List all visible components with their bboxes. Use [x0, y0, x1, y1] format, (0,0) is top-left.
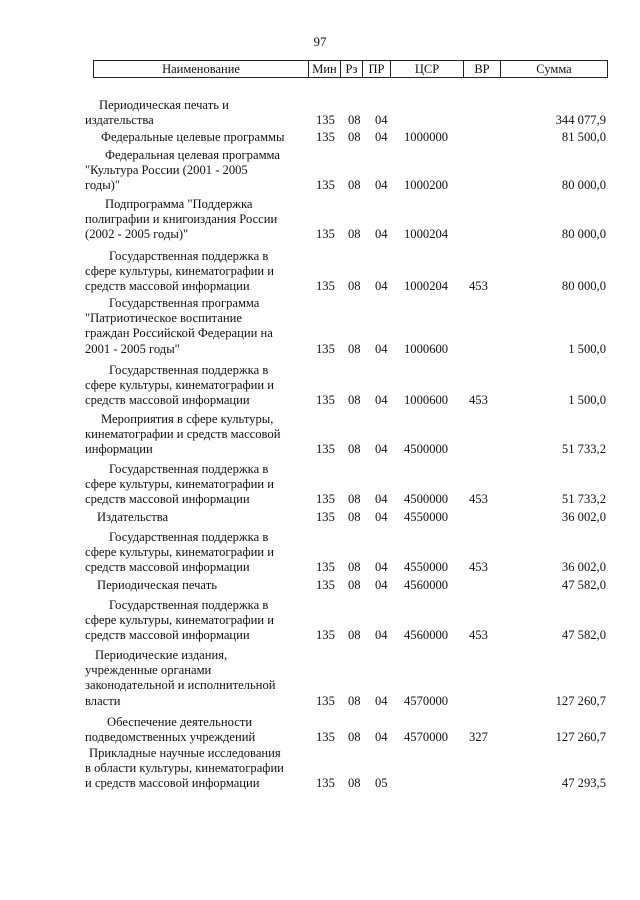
row-name-line: Государственная поддержка в	[109, 462, 269, 476]
row-csr: 1000000	[404, 130, 449, 144]
row-vr: 327	[469, 730, 488, 745]
row-pr: 04	[375, 341, 388, 356]
row-sum: 51 733,2	[561, 492, 606, 507]
row-name-line: Федеральные целевые программы	[101, 130, 285, 144]
row-sum: 36 002,0	[561, 560, 606, 575]
row-csr: 4570000	[404, 730, 449, 745]
row-min: 135	[316, 130, 335, 144]
row-rz: 08	[348, 510, 361, 524]
row-name-line: сфере культуры, кинематографии и	[85, 264, 274, 279]
row-min: 135	[316, 578, 335, 592]
header-name: Наименование	[94, 61, 309, 77]
row-name-line: Государственная программа	[109, 296, 260, 310]
row-pr: 04	[375, 628, 388, 643]
row-name-line: граждан Российской Федерации на	[85, 326, 273, 341]
header-pr: ПР	[363, 61, 391, 77]
row-name-line: кинематографии и средств массовой	[85, 427, 281, 442]
row-rz: 08	[348, 178, 361, 193]
row-csr: 4560000	[404, 628, 449, 643]
row-name-line: власти	[85, 693, 121, 708]
row-name-line: (2002 - 2005 годы)"	[85, 227, 189, 242]
row-sum: 1 500,0	[568, 393, 606, 408]
header-min: Мин	[309, 61, 341, 77]
row-sum: 344 077,9	[555, 113, 606, 128]
row-name-line: Обеспечение деятельности	[107, 715, 253, 729]
row-sum: 80 000,0	[561, 227, 606, 242]
row-name-line: средств массовой информации	[85, 560, 250, 575]
row-rz: 08	[348, 578, 361, 592]
row-csr: 1000600	[404, 393, 449, 408]
row-name-line: Государственная поддержка в	[109, 598, 269, 612]
row-name-line: информации	[85, 442, 153, 457]
row-pr: 04	[375, 730, 388, 745]
row-vr: 453	[469, 560, 488, 575]
header-rz: Рз	[341, 61, 363, 77]
row-name-line: Федеральная целевая программа	[105, 148, 281, 162]
row-sum: 36 002,0	[561, 510, 606, 524]
row-name-line: сфере культуры, кинематографии и	[85, 477, 274, 492]
row-rz: 08	[348, 776, 361, 791]
row-rz: 08	[348, 393, 361, 408]
row-min: 135	[316, 730, 335, 745]
row-min: 135	[316, 113, 335, 128]
row-name	[85, 148, 310, 194]
row-name-line: сфере культуры, кинематографии и	[85, 613, 274, 628]
row-name	[85, 530, 310, 576]
row-min: 135	[316, 442, 335, 457]
row-min: 135	[316, 178, 335, 193]
row-name	[85, 510, 310, 525]
row-csr: 4550000	[404, 510, 449, 524]
row-sum: 127 260,7	[555, 730, 606, 745]
row-name-line: Подпрограмма "Поддержка	[105, 197, 253, 211]
row-name-line: 2001 - 2005 годы"	[85, 341, 180, 356]
row-name-line: "Патриотическое воспитание	[85, 311, 242, 326]
row-min: 135	[316, 510, 335, 524]
row-pr: 04	[375, 227, 388, 242]
row-name-line: годы)"	[85, 178, 120, 193]
row-min: 135	[316, 492, 335, 507]
row-name-line: Государственная поддержка в	[109, 363, 269, 377]
row-name-line: Периодическая печать	[97, 578, 217, 592]
row-sum: 47 582,0	[561, 578, 606, 592]
row-pr: 04	[375, 693, 388, 708]
row-pr: 04	[375, 442, 388, 457]
row-pr: 05	[375, 776, 388, 791]
row-name	[85, 462, 310, 508]
row-pr: 04	[375, 560, 388, 575]
row-csr: 1000200	[404, 178, 449, 193]
row-name	[85, 598, 310, 644]
row-name-line: Периодическая печать и	[99, 98, 229, 112]
row-name-line: средств массовой информации	[85, 628, 250, 643]
row-pr: 04	[375, 178, 388, 193]
row-sum: 80 000,0	[561, 279, 606, 294]
row-rz: 08	[348, 341, 361, 356]
row-name-line: подведомственных учреждений	[85, 730, 256, 745]
row-csr: 1000600	[404, 341, 449, 356]
row-name-line: Государственная поддержка в	[109, 530, 269, 544]
row-min: 135	[316, 227, 335, 242]
row-rz: 08	[348, 227, 361, 242]
row-rz: 08	[348, 442, 361, 457]
row-name-line: сфере культуры, кинематографии и	[85, 545, 274, 560]
row-sum: 47 582,0	[561, 628, 606, 643]
header-vr: ВР	[464, 61, 501, 77]
row-csr: 4500000	[404, 442, 449, 457]
row-name-line: Мероприятия в сфере культуры,	[101, 412, 274, 426]
row-min: 135	[316, 776, 335, 791]
row-name	[85, 249, 310, 295]
row-name-line: средств массовой информации	[85, 279, 250, 294]
row-name	[85, 197, 310, 243]
row-sum: 80 000,0	[561, 178, 606, 193]
row-rz: 08	[348, 693, 361, 708]
header-csr: ЦСР	[391, 61, 464, 77]
row-name-line: средств массовой информации	[85, 393, 250, 408]
row-pr: 04	[375, 492, 388, 507]
row-sum: 81 500,0	[561, 130, 606, 144]
row-rz: 08	[348, 730, 361, 745]
row-min: 135	[316, 560, 335, 575]
row-rz: 08	[348, 628, 361, 643]
row-csr: 4560000	[404, 578, 449, 592]
table-header	[93, 60, 608, 78]
row-name-line: Периодические издания,	[95, 648, 228, 662]
row-name	[85, 363, 310, 409]
row-pr: 04	[375, 130, 388, 144]
row-pr: 04	[375, 113, 388, 128]
row-rz: 08	[348, 492, 361, 507]
row-rz: 08	[348, 113, 361, 128]
row-name-line: Государственная поддержка в	[109, 249, 269, 263]
row-min: 135	[316, 279, 335, 294]
row-min: 135	[316, 628, 335, 643]
row-name	[85, 648, 310, 709]
row-pr: 04	[375, 578, 388, 592]
row-rz: 08	[348, 130, 361, 144]
row-name-line: "Культура России (2001 - 2005	[85, 163, 248, 178]
row-name	[85, 412, 310, 458]
row-name	[85, 98, 310, 128]
row-csr: 4500000	[404, 492, 449, 507]
row-vr: 453	[469, 628, 488, 643]
row-vr: 453	[469, 393, 488, 408]
row-name-line: в области культуры, кинематографии	[85, 761, 284, 776]
row-name-line: учрежденные органами	[85, 663, 212, 678]
row-csr: 1000204	[404, 279, 449, 294]
row-min: 135	[316, 341, 335, 356]
row-name-line: Издательства	[97, 510, 169, 524]
header-sum: Сумма	[536, 62, 572, 76]
row-rz: 08	[348, 560, 361, 575]
row-name-line: законодательной и исполнительной	[85, 678, 276, 693]
row-name	[85, 715, 310, 745]
row-name	[85, 578, 310, 593]
row-name-line: и средств массовой информации	[85, 776, 260, 791]
row-name-line: средств массовой информации	[85, 492, 250, 507]
row-name-line: сфере культуры, кинематографии и	[85, 378, 274, 393]
row-name	[85, 746, 310, 792]
row-min: 135	[316, 693, 335, 708]
page-number: 97	[313, 34, 327, 49]
row-sum: 127 260,7	[555, 693, 606, 708]
row-vr: 453	[469, 279, 488, 294]
row-csr: 1000204	[404, 227, 449, 242]
row-sum: 47 293,5	[561, 776, 606, 791]
row-name	[85, 296, 310, 357]
row-name-line: Прикладные научные исследования	[89, 746, 281, 760]
row-csr: 4550000	[404, 560, 449, 575]
row-sum: 51 733,2	[561, 442, 606, 457]
row-name	[85, 130, 310, 145]
row-rz: 08	[348, 279, 361, 294]
row-pr: 04	[375, 279, 388, 294]
row-sum: 1 500,0	[568, 341, 606, 356]
row-vr: 453	[469, 492, 488, 507]
row-name-line: издательства	[85, 113, 154, 128]
row-pr: 04	[375, 510, 388, 524]
row-csr: 4570000	[404, 693, 449, 708]
row-name-line: полиграфии и книгоиздания России	[85, 212, 278, 227]
row-pr: 04	[375, 393, 388, 408]
row-min: 135	[316, 393, 335, 408]
